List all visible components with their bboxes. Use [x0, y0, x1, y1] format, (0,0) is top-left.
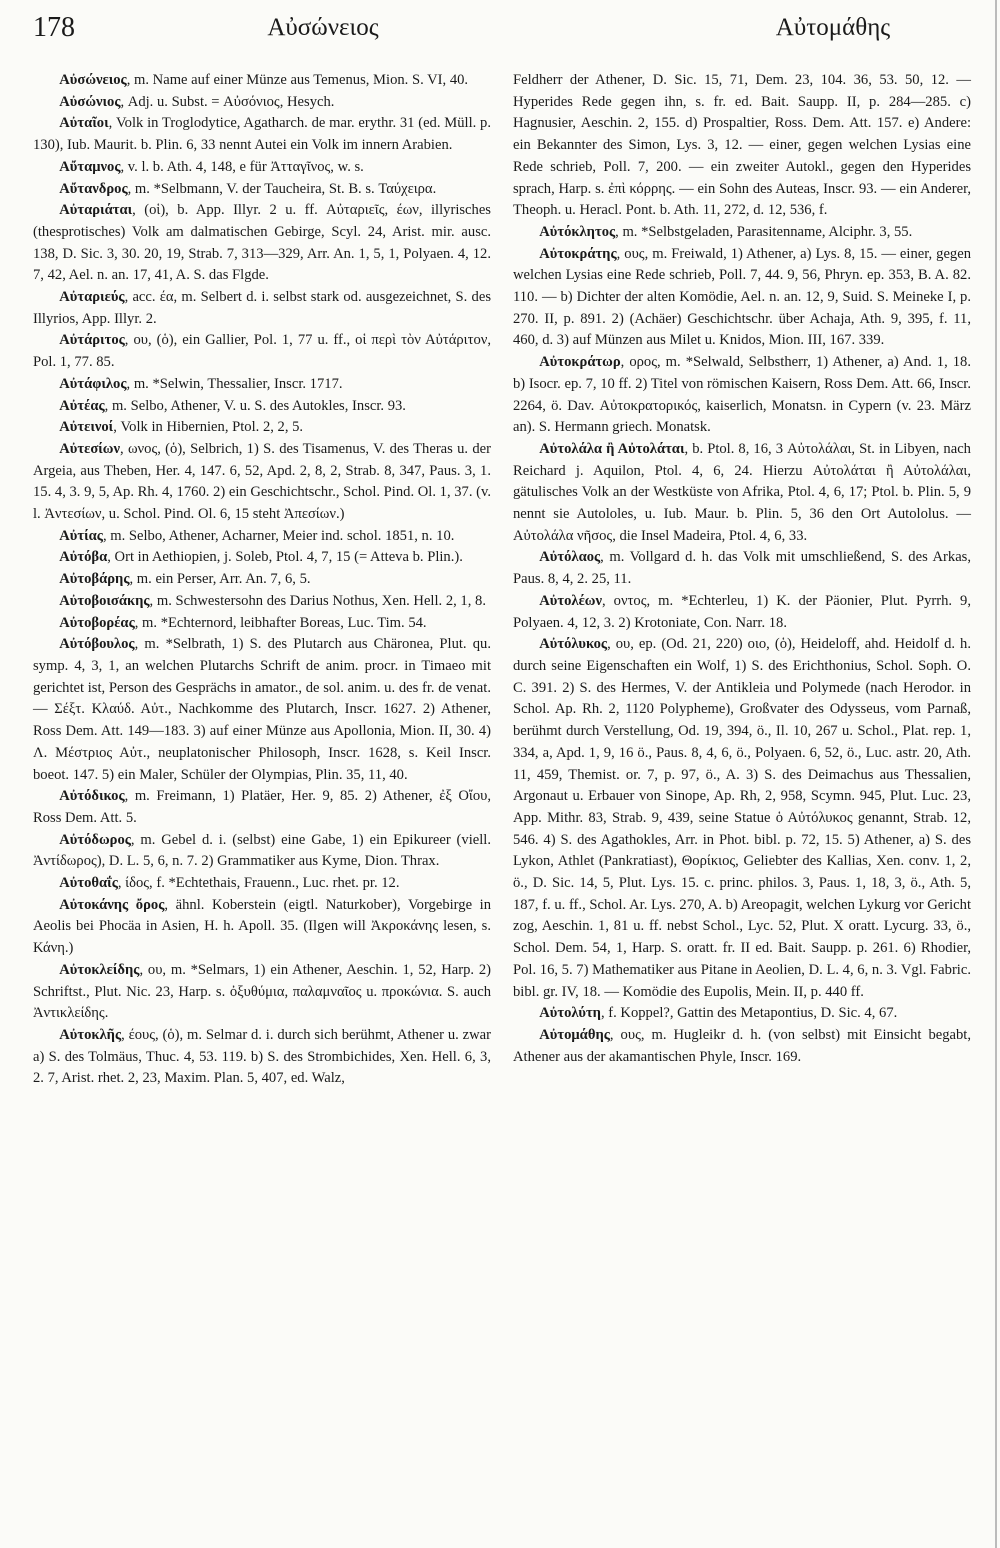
entry-text: , ähnl. Koberstein (eigtl. Naturkober), Vorgebirge in Aeolis bei Phocäa in Asien, H. h. Apoll. 35. (Ilgen will Ἀκροκάνης lesen, s. Κάνη.) [33, 896, 492, 957]
entry-headword: Αὐτάριτος [59, 332, 125, 349]
entry-text: , ορος, m. *Selwald, Selbstherr, 1) Athener, a) And. 1, 18. b) Isocr. ep. 7, 10 ff. 2) Titel von römischen Kaisern, Ross Dem. Att. 66, Inscr. 2264, ö. Dav. Αὐτοκρατορικός, kaiserlich, Monatsn. in Cypern (v. 23. März an). S. Hermann griech. Monatsk. [513, 354, 971, 436]
entry-headword: Αὐταριεύς [59, 289, 125, 306]
entry-headword: Αὐτοκράτωρ [539, 354, 621, 371]
entry-text: , m. Gebel d. i. (selbst) eine Gabe, 1) ein Epikureer (viell. Ἀντίδωρος), D. L. 5, 6, n. 7. 2) Grammatiker aus Kyme, Dion. Thrax. [33, 831, 491, 870]
entry-headword: Αὐτόδικος [59, 788, 125, 805]
entry-text: , m. *Selbmann, V. der Taucheira, St. B. s. Ταύχειρα. [127, 180, 437, 197]
dictionary-entry [33, 547, 491, 569]
entry-headword: Αὐτεινοί [59, 419, 114, 436]
entry-text: , m. *Echternord, leibhafter Boreas, Luc. Tim. 54. [134, 614, 427, 631]
dictionary-entry [33, 613, 491, 635]
dictionary-entry [513, 547, 971, 590]
entry-headword: Αὔταμνος [59, 158, 121, 175]
entry-text: , acc. έα, m. Selbert d. i. selbst stark od. ausgezeichnet, S. des Illyrios, App. Illyr. 2. [33, 289, 491, 327]
entry-headword: Αὐτολύτη [539, 1005, 601, 1022]
dictionary-entry [33, 200, 491, 287]
right-column [513, 70, 971, 1068]
dictionary-entry [513, 352, 971, 439]
entry-headword: Αὐτόλαος [539, 549, 601, 566]
entry-headword: Αὔτανδρος [59, 180, 128, 197]
dictionary-entry [33, 830, 491, 873]
entry-headword: Αὐτοβοισάκης [59, 592, 150, 609]
dictionary-entry [33, 157, 491, 179]
dictionary-entry [33, 374, 491, 396]
entry-headword: Αὐτομάθης [539, 1026, 610, 1043]
entry-text: , m. Vollgard d. h. das Volk mit umschließend, S. des Arkas, Paus. 8, 4, 2. 25, 11. [513, 549, 971, 588]
entry-headword: Αὐτολάλα ἢ Αὐτολάται [539, 440, 685, 457]
entry-headword: Αὐταῖοι [59, 115, 109, 132]
guideword-right: Αὐτομάθης [775, 14, 891, 41]
entry-text: , ίδος, f. *Echtethais, Frauenn., Luc. rhet. pr. 12. [117, 875, 400, 892]
dictionary-entry [33, 960, 491, 1025]
entry-headword: Αὐτοβορέας [59, 614, 135, 631]
entry-text: , (οἱ), b. App. Illyr. 2 u. ff. Αὐταριεῖς, έων, illyrisches (thesprotisches) Volk am dalmatischen Gebirge, Scyl. 24, Arist. mir. ausc. 138, D. Sic. 3, 30. 20, 19, Strab. 7, 313—329, Arr. An. 1, 5, 1, Polyaen. 4, 12. 7, 42, Ael. n. an. 17, 41, A. S. das Flgde. [33, 202, 491, 284]
dictionary-entry [513, 1025, 971, 1068]
entry-text: , m. Name auf einer Münze aus Temenus, Mion. S. VI, 40. [126, 72, 469, 88]
dictionary-entry [513, 1003, 971, 1025]
entry-headword: Αὐτόκλητος [539, 223, 616, 240]
entry-text: , Volk in Hibernien, Ptol. 2, 2, 5. [113, 419, 304, 436]
page-number: 178 [33, 12, 75, 43]
entry-headword: Αὐτόδωρος [59, 831, 131, 848]
dictionary-entry [33, 396, 491, 418]
entry-text: , έους, (ὁ), m. Selmar d. i. durch sich berühmt, Athener u. zwar a) S. des Tolmäus, Thuc. 4, 53. 119. b) S. des Strombichides, Xen. Hell. 6, 3, 2. 7, Arist. rhet. 2, 23, Maxim. Plan. 5, 407, ed. Walz, [33, 1026, 491, 1087]
dictionary-entry [513, 439, 971, 548]
entry-text: , ους, m. Freiwald, 1) Athener, a) Lys. 8, 15. — einer, gegen welchen Lysias eine Rede schrieb, Poll. 7, 44. 9, 56, Phryn. ep. 353, B. A. 82. 110. — b) Dichter der alten Komödie, Ael. n. an. 12, 9, Suid. S. Meineke I, p. 270. II, p. 891. 2) (Achäer) Geschichtschr. über Achaja, Ath. 9, 395, f. 11, 460, d. 3) auf Münzen aus Milet u. Knidos, Mion. III, 167. 339. [513, 245, 971, 349]
dictionary-entry [33, 895, 491, 960]
entry-text: , Adj. u. Subst. = Αὐσόνιος, Hesych. [120, 93, 335, 110]
scan-edge-divider [995, 0, 997, 1548]
dictionary-entry [33, 786, 491, 829]
dictionary-entry [513, 634, 971, 1003]
entry-text: , m. Freimann, 1) Platäer, Her. 9, 85. 2) Athener, ἐξ Οἴου, Ross Dem. Att. 5. [33, 788, 491, 826]
dictionary-entry [513, 244, 971, 353]
entry-text: , m. Selbo, Athener, Acharner, Meier ind. schol. 1851, n. 10. [102, 527, 455, 544]
entry-text: , m. Schwestersohn des Darius Nothus, Xen. Hell. 2, 1, 8. [149, 592, 486, 609]
entry-headword: Αὐτοβάρης [59, 571, 130, 588]
dictionary-entry [513, 591, 971, 634]
entry-headword: Αὐτοκλείδης [59, 961, 140, 978]
entry-headword: Αὐτοθαΐς [59, 875, 118, 892]
entry-headword: Αὐτολέων [539, 592, 602, 609]
entry-text: , οντος, m. *Echterleu, 1) K. der Päonier, Plut. Pyrrh. 9, Polyaen. 4, 12, 3. 2) Krotoniate, Con. Narr. 18. [513, 592, 971, 631]
entry-headword: Αὐτόλυκος [539, 636, 608, 653]
dictionary-entry [33, 591, 491, 613]
entry-headword: Αὐτοκλῆς [59, 1026, 122, 1043]
entry-text: , ου, (ὁ), ein Gallier, Pol. 1, 77 u. ff., οἱ περὶ τὸν Αὐτάριτον, Pol. 1, 77. 85. [33, 332, 491, 371]
dictionary-entry [33, 287, 491, 330]
entry-continuation [513, 70, 971, 222]
entry-headword: Αὐτίας [59, 527, 103, 544]
entry-text: , m. *Selbrath, 1) S. des Plutarch aus Chäronea, Plut. qu. symp. 4, 3, 1, an welchen Plutarchs Schrift de anim. procr. in Timaeo mit gerichtet ist, Person des Gesprächs in amator., de sol. anim. u. des fr. de venat. — Σέξτ. Κλαύδ. Αὐτ., Nachkomme des Plutarch, Inscr. 1627. 2) Athener, Ross Dem. Att. 149—183. 3) auf einer Münze aus Apollonia, Mion. II, 30. 4) Λ. Μέστριος Αὐτ., neuplatonischer Philosoph, Inscr. 1628, s. Keil Inscr. boeot. 147. 5) ein Maler, Schüler der Olympias, Plin. 35, 11, 40. [33, 636, 491, 783]
dictionary-entry [33, 113, 491, 156]
entry-text: , ου, m. *Selmars, 1) ein Athener, Aeschin. 1, 52, Harp. 2) Schriftst., Plut. Nic. 23, Harp. s. ὀξυθύμια, παλαμναῖος u. προκώνια. S. auch Ἀντικλείδης. [33, 961, 491, 1022]
entry-text: , m. *Selbstgeladen, Parasitenname, Alciphr. 3, 55. [615, 223, 913, 240]
entry-headword: Αὐτέας [59, 397, 105, 414]
entry-text: , v. l. b. Ath. 4, 148, e für Ἀτταγῖνος, w. s. [120, 158, 364, 175]
dictionary-entry [33, 873, 491, 895]
entry-headword: Αὐτόβα [59, 549, 108, 566]
entry-headword: Αὐτεσίων [59, 440, 120, 457]
entry-text: , ους, m. Hugleikr d. h. (von selbst) mit Einsicht begabt, Athener aus der akamantischen Phyle, Inscr. 169. [513, 1026, 971, 1065]
dictionary-entry [33, 526, 491, 548]
entry-text: Feldherr der Athener, D. Sic. 15, 71, Dem. 23, 104. 36, 53. 50, 12. — Hyperides Rede gegen ihn, s. fr. ed. Bait. Saupp. II, p. 284—285. c) Hagnusier, Aeschin. 2, 155. d) Prospaltier, Ross. Dem. Att. 157. e) Andere: ein Bekannter des Simon, Lys. 3, 12. — einer, gegen welchen Lysias eine Rede schrieb, Poll. 7, 200. — ein zweiter Autokl., gegen den Hyperides sprach, Harp. s. ἐπὶ κόρρης. — ein Sohn des Auteas, Inscr. 93. — ein Anderer, Theoph. u. Heracl. Pont. b. Ath. 11, 272, d. 12, 536, f. [513, 72, 971, 219]
entry-headword: Αὐτόβουλος [59, 636, 135, 653]
entry-headword: Αὐσώνιος [59, 93, 121, 110]
entry-headword: Αὐτάφιλος [59, 375, 127, 392]
page-header [33, 12, 978, 52]
entry-headword: Αὐταριάται [59, 202, 133, 219]
entry-headword: Αὐσώνειος [59, 72, 127, 88]
dictionary-entry [33, 179, 491, 201]
entry-text: , Volk in Troglodytice, Agatharch. de mar. erythr. 31 (ed. Müll. p. 130), Iub. Maurit. b. Plin. 6, 33 nennt Autei ein Volk im innern Arabien. [33, 115, 491, 154]
dictionary-entry [33, 70, 491, 92]
entry-text: , f. Koppel?, Gattin des Metapontius, D. Sic. 4, 67. [600, 1005, 898, 1022]
entry-text: , ωνος, (ὁ), Selbrich, 1) S. des Tisamenus, V. des Theras u. der Argeia, aus Theben, Her. 4, 147. 6, 52, Apd. 2, 8, 2, Strab. 8, 347, Paus. 3, 1. 15. 4, 3. 9, 5, Ap. Rh. 4, 1760. 2) ein Geschichtschr., Schol. Pind. Ol. 1, 37. (v. l. Ἀντεσίων, u. Schol. Pind. Ol. 6, 15 steht Ἀπεσίων.) [33, 440, 491, 523]
dictionary-entry [33, 569, 491, 591]
dictionary-entry [33, 92, 491, 114]
dictionary-entry [33, 1025, 491, 1090]
left-column [33, 70, 491, 1090]
entry-headword: Αὐτοκράτης [539, 245, 617, 262]
entry-headword: Αὐτοκάνης ὄρος [59, 896, 165, 913]
dictionary-entry [33, 634, 491, 786]
dictionary-entry [33, 439, 491, 526]
dictionary-entry [513, 222, 971, 244]
dictionary-entry [33, 417, 491, 439]
entry-text: , m. ein Perser, Arr. An. 7, 6, 5. [129, 571, 311, 588]
entry-text: , m. Selbo, Athener, V. u. S. des Autokles, Inscr. 93. [104, 397, 406, 414]
entry-text: , ου, ep. (Od. 21, 220) οιο, (ὁ), Heideloff, ahd. Heidolf d. h. durch seine Eigenschaften ein Wolf, 1) S. des Erichthonius, Schol. Soph. O. C. 391. 2) S. des Hermes, V. der Antikleia und Polymede (nach Herodor. in Schol. Ap. Rh. 2, 1120 Polypheme), Großvater des Odysseus, vom Parnaß, berühmt durch Verstellung, Od. 19, 394, ö., Il. 10, 267 u. Schol., Plat. rep. 1, 334, a, Apd. 1, 9, 16 ö., Paus. 8, 4, 6, ö., Polyaen. 6, 52, ö., Luc. astr. 20, Ath. 11, 459, Themist. or. 7, p. 97, ö., A. 3) S. des Deimachus aus Thessalien, Argonaut u. Erbauer von Sinope, Ap. Rh, 2, 958, Scymn. 945, Plut. Luc. 23, App. Mithr. 83, Strab. 9, 439, seine Statue ὁ Αὐτόλυκος genannt, Strab. 12, 546. 4) S. des Agathokles, Arr. in Phot. bibl. p. 72, 15. 5) Athener, a) S. des Lykon, Athlet (Pankratiast), Θορίκιος, Geliebter des Kallias, Xen. conv. 1, 2, ö., D. Sic. 14, 5, Plut. Lys. 15. c. princ. philos. 3, Paus. 1, 18, 3, ö., Ath. 5, 187, f. u. ff., Schol. Ar. Lys. 270, A. b) Areopagit, welchen Lykurg vor Gericht zog, Aeschin. 1, 81 u. ff. nebst Schol., Lyc. 52, Plut. X oratt. Lycurg. 33, ö., Schol. Dem. 54, 1, Harp. S. oratt. fr. II ed. Bait. Saupp. p. 261. 6) Rhodier, Pol. 16, 5. 7) Mathematiker aus Pitane in Aeolien, D. L. 4, 6, n. 3. Vgl. Fabric. bibl. gr. IV, 18. — Komödie des Eupolis, Mein. II, p. 440 ff. [513, 636, 971, 1000]
guideword-left: Αὐσώνειος [267, 14, 379, 41]
entry-text: , m. *Selwin, Thessalier, Inscr. 1717. [126, 375, 343, 392]
entry-text: , Ort in Aethiopien, j. Soleb, Ptol. 4, 7, 15 (= Atteva b. Plin.). [107, 549, 463, 566]
dictionary-entry [33, 330, 491, 373]
entry-text: , b. Ptol. 8, 16, 3 Αὐτολάλαι, St. in Libyen, nach Reichard j. Aquilon, Ptol. 4, 6, 24. Hierzu Αὐτολάται ἢ Αὐτολάλαι, gätulisches Volk an der Westküste von Afrika, Ptol. 4, 6, 17; Ptol. b. Plin. 5, 9 nennt sie Autololes, u. Iub. Maur. b. Plin. 5, 36 den Ort Autololus. — Αὐτολάλα νῆσος, die Insel Madeira, Ptol. 4, 6, 33. [513, 440, 971, 544]
